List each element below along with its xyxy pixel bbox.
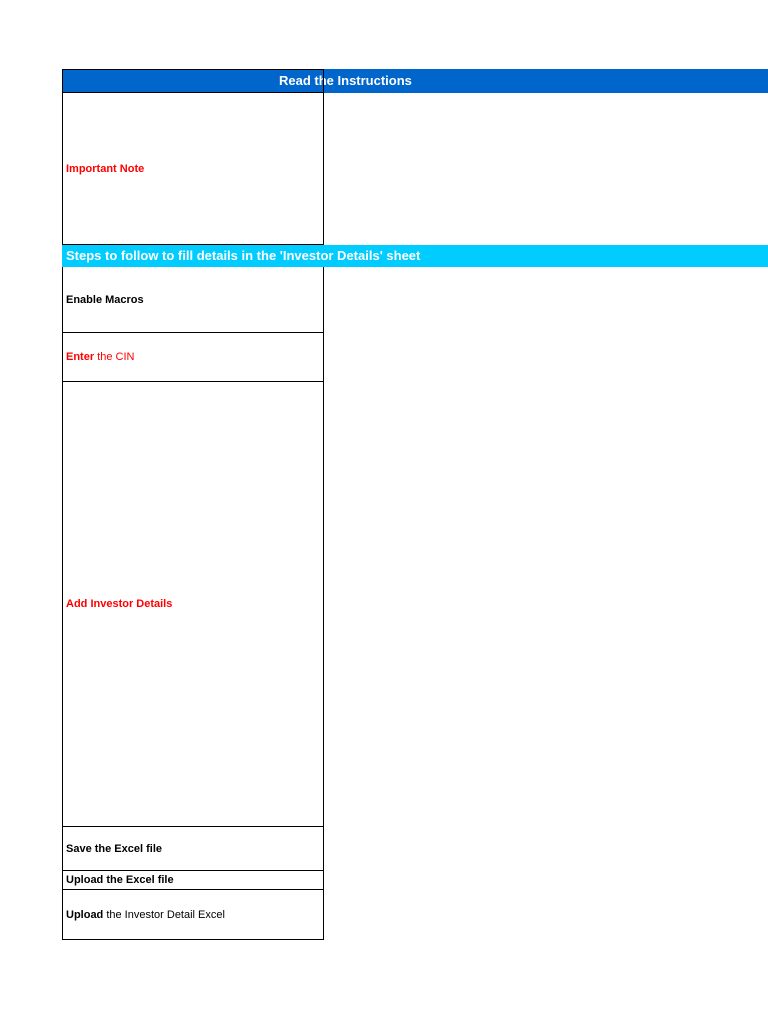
enter-cin-label [66, 351, 134, 363]
enter-cin-keyword: Enter [66, 351, 95, 363]
upload-excel-cell[interactable] [62, 871, 324, 890]
upload-investor-keyword: Upload [66, 908, 104, 921]
add-investor-details-label: Add Investor Details [66, 598, 173, 610]
important-note-label: Important Note [66, 162, 145, 175]
save-excel-cell[interactable] [62, 827, 324, 871]
enable-macros-label: Enable Macros [66, 293, 144, 306]
steps-header-bar [62, 245, 768, 267]
upload-investor-detail-label [66, 909, 225, 921]
save-excel-label: Save the Excel file [66, 842, 162, 855]
enable-macros-cell[interactable] [62, 267, 324, 333]
steps-header-title: Steps to follow to fill details in the 'Investor Details' sheet [66, 248, 421, 263]
add-investor-details-cell[interactable] [62, 382, 324, 827]
important-note-cell[interactable] [62, 93, 324, 245]
enter-cin-cell[interactable] [62, 333, 324, 382]
upload-investor-rest: the Investor Detail Excel [103, 908, 225, 921]
instructions-title-bar [62, 69, 768, 93]
instructions-title: Read the Instructions [279, 73, 412, 88]
enter-cin-rest: the CIN [94, 351, 135, 363]
upload-investor-detail-cell[interactable] [62, 890, 324, 940]
upload-excel-label: Upload the Excel file [66, 874, 174, 886]
